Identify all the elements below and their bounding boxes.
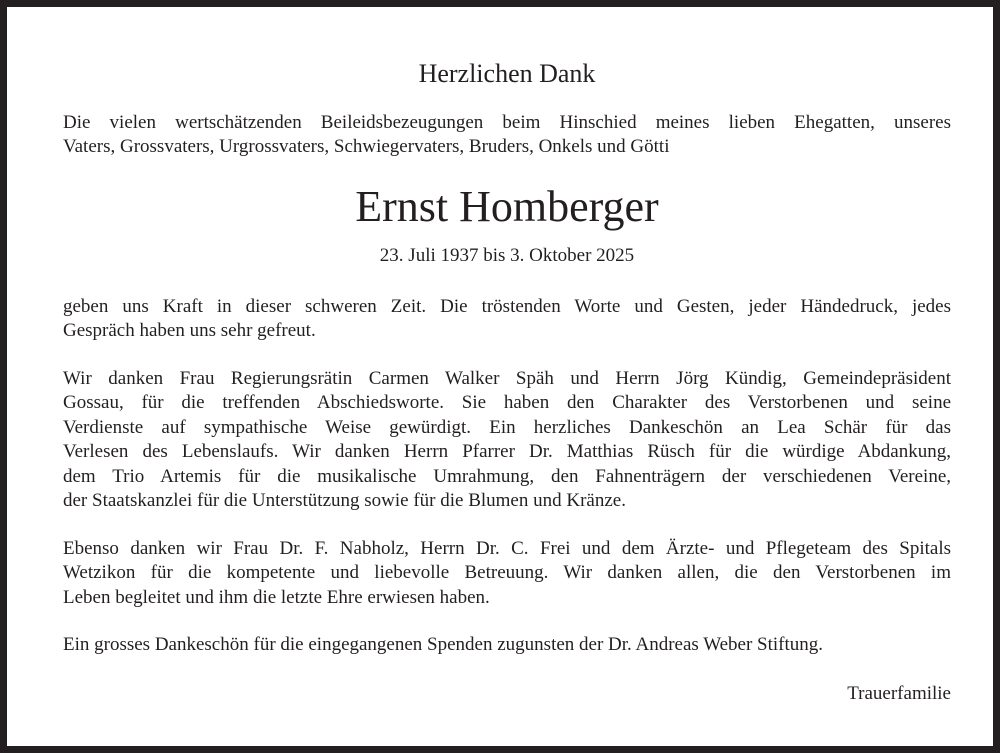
text-line: Die vielen wertschätzenden Beileidsbezeugungen beim Hinschied meines lieben Ehegatten, unseres bbox=[63, 112, 951, 133]
paragraph-2 bbox=[63, 367, 951, 513]
text-line: Wir danken Frau Regierungsrätin Carmen Walker Späh und Herrn Jörg Kündig, Gemeindepräsident bbox=[63, 368, 951, 389]
text-line: Gossau, für die treffenden Abschiedsworte. Sie haben den Charakter des Verstorbenen und seine bbox=[63, 392, 951, 414]
text-line: Ein grosses Dankeschön für die eingegangenen Spenden zugunsten der Dr. Andreas Weber Stiftung. bbox=[63, 634, 824, 655]
text-line: geben uns Kraft in dieser schweren Zeit. Die tröstenden Worte und Gesten, jeder Händedruck, jedes bbox=[63, 296, 951, 317]
text-line: Vaters, Grossvaters, Urgrossvaters, Schwiegervaters, Bruders, Onkels und Götti bbox=[63, 136, 670, 158]
text-line: Ebenso danken wir Frau Dr. F. Nabholz, Herrn Dr. C. Frei und dem Ärzte- und Pflegeteam des Spitals bbox=[63, 538, 951, 559]
signature: Trauerfamilie bbox=[847, 683, 951, 704]
intro-paragraph bbox=[63, 111, 951, 160]
paragraph-3 bbox=[63, 537, 951, 610]
life-dates: 23. Juli 1937 bis 3. Oktober 2025 bbox=[379, 245, 635, 266]
text-line: Leben begleitet und ihm die letzte Ehre erwiesen haben. bbox=[63, 586, 490, 608]
text-line: Wetzikon für die kompetente und liebevolle Betreuung. Wir danken allen, die den Verstorbenen im bbox=[63, 562, 951, 584]
text-line: Gespräch haben uns sehr gefreut. bbox=[63, 320, 316, 342]
paragraph-4 bbox=[63, 633, 951, 657]
notice-title: Herzlichen Dank bbox=[418, 59, 596, 88]
paragraph-1 bbox=[63, 295, 951, 344]
text-line: Verlesen des Lebenslaufs. Wir danken Herrn Pfarrer Dr. Matthias Rüsch für die würdige Abdankung, bbox=[63, 441, 951, 463]
text-line: dem Trio Artemis für die musikalische Umrahmung, den Fahnenträgern der verschiedenen Vereine, bbox=[63, 465, 951, 487]
text-line: Verdienste auf sympathische Weise gewürdigt. Ein herzliches Dankeschön an Lea Schär für das bbox=[63, 416, 951, 438]
deceased-name: Ernst Homberger bbox=[355, 182, 659, 231]
text-line: der Staatskanzlei für die Unterstützung sowie für die Blumen und Kränze. bbox=[63, 489, 626, 511]
